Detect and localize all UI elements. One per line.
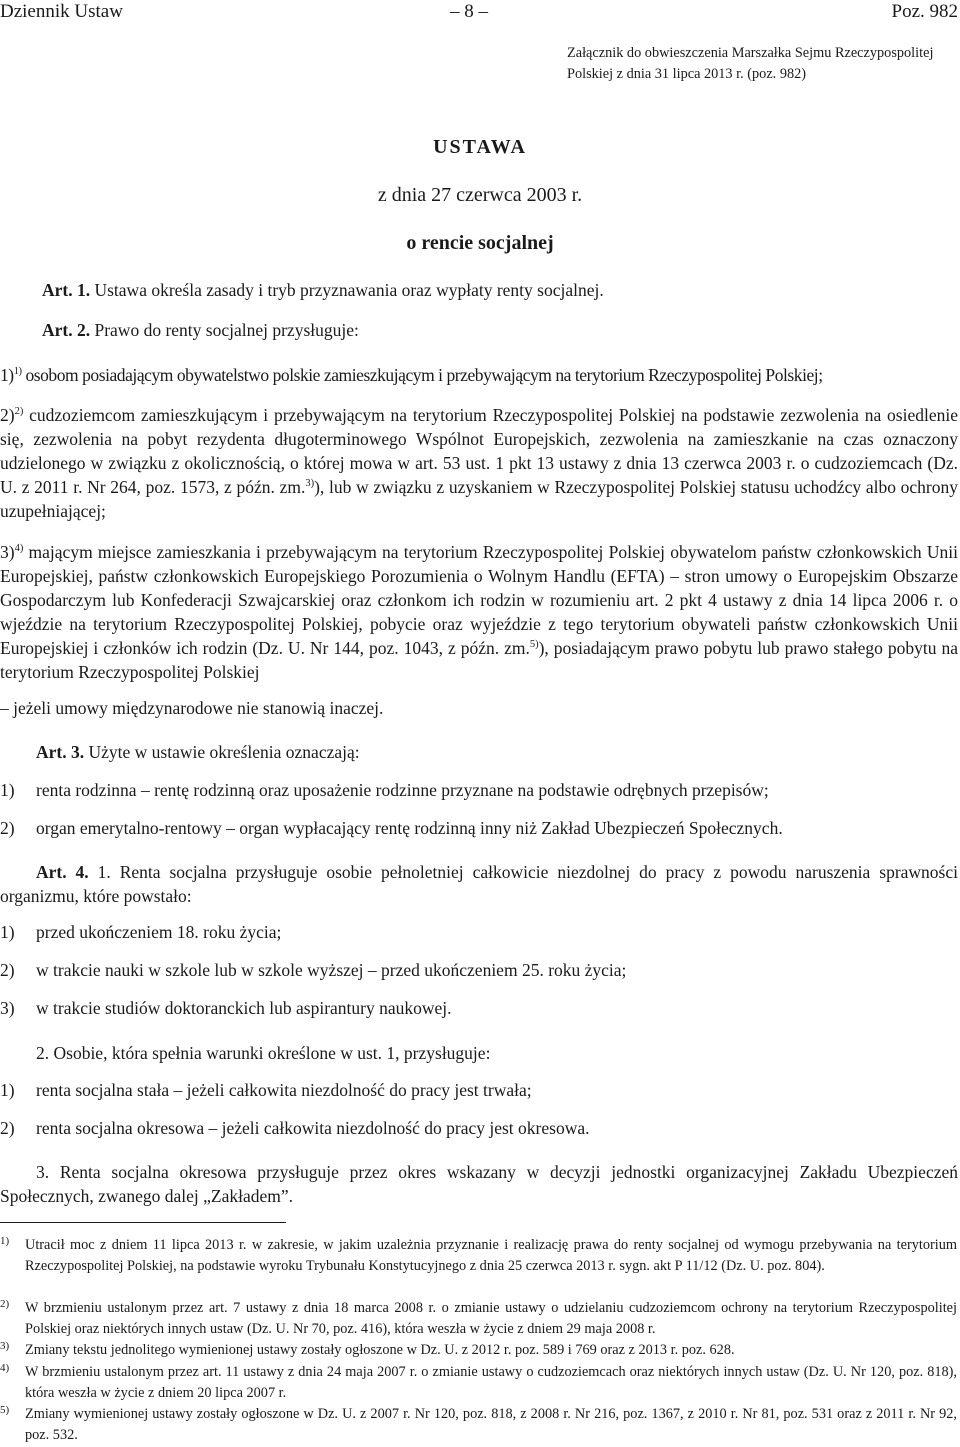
point-number: 2) bbox=[0, 960, 15, 980]
footnote-ref: 5) bbox=[529, 639, 539, 651]
article-2-closing: – jeżeli umowy międzynarodowe nie stanowią inaczej. bbox=[0, 698, 384, 718]
article-2-point-1 bbox=[0, 363, 960, 387]
point-number: 3) bbox=[0, 998, 15, 1018]
article-4-section-3: 3. Renta socjalna okresowa przysługuje przez okres wskazany w decyzji jednostki organizacyjnej Zakładu Ubezpieczeń Społecznych, zwanego dalej „Zakładem”. bbox=[0, 1162, 958, 1206]
article-1-text: Ustawa określa zasady i tryb przyznawania oraz wypłaty renty socjalnej. bbox=[90, 280, 604, 300]
article-4-section-1 bbox=[0, 860, 958, 908]
article-3-intro bbox=[36, 740, 936, 764]
page-header bbox=[0, 1, 960, 27]
point-number: 1) bbox=[0, 1080, 15, 1100]
footnote-3: Zmiany tekstu jednolitego wymienionej ustawy zostały ogłoszone w Dz. U. z 2012 r. poz. 589 i 769 oraz z 2013 r. poz. 628. bbox=[25, 1342, 735, 1358]
article-3-point-1: renta rodzinna – rentę rodzinną oraz uposażenie rodzinne przyznane na podstawie odrębnych przepisów; bbox=[36, 780, 769, 800]
article-4-section-2: 2. Osobie, która spełnia warunki określone w ust. 1, przysługuje: bbox=[36, 1043, 491, 1063]
journal-name: Dziennik Ustaw bbox=[0, 1, 123, 22]
section-text: 1. Renta socjalna przysługuje osobie pełnoletniej całkowicie niezdolnej do pracy z powodu naruszenia sprawności organizmu, które powstało: bbox=[0, 862, 958, 906]
article-2-intro bbox=[42, 318, 942, 342]
page-number: – 8 – bbox=[450, 1, 488, 22]
point-number: 1) bbox=[0, 365, 14, 385]
article-2-intro-text: Prawo do renty socjalnej przysługuje: bbox=[90, 320, 359, 340]
article-4-s2-point-1: renta socjalna stała – jeżeli całkowita niezdolność do pracy jest trwała; bbox=[36, 1080, 532, 1100]
point-number: 2) bbox=[0, 405, 15, 425]
point-text-cont: ), lub w związku z uzyskaniem w Rzeczypospolitej Polskiej statusu uchodźcy albo ochrony uzupełniającej; bbox=[0, 477, 958, 521]
footnote-ref: 1) bbox=[13, 366, 22, 378]
footnote-number: 1) bbox=[0, 1235, 10, 1247]
footnote-number: 2) bbox=[0, 1298, 10, 1310]
footnote-ref: 3) bbox=[305, 478, 315, 490]
point-number: 3) bbox=[0, 542, 15, 562]
footnote-separator bbox=[0, 1222, 286, 1223]
footnote-5: Zmiany wymienionej ustawy zostały ogłoszone w Dz. U. z 2007 r. Nr 120, poz. 818, z 2008 r. Nr 216, poz. 1367, z 2010 r. Nr 81, poz. 531 oraz z 2011 r. Nr 92, poz. 532. bbox=[25, 1406, 957, 1443]
point-number: 1) bbox=[0, 922, 15, 942]
item-number: Poz. 982 bbox=[891, 1, 958, 22]
annex-note: Załącznik do obwieszczenia Marszałka Sejmu Rzeczypospolitej Polskiej z dnia 31 lipca 2013 r. (poz. 982) bbox=[567, 45, 934, 82]
article-1-label: Art. 1. bbox=[42, 280, 91, 300]
footnote-1: Utracił moc z dniem 11 lipca 2013 r. w zakresie, w jakim uzależnia przyznanie i realizację prawa do renty socjalnej od wymogu przebywania na terytorium Rzeczypospolitej Polskiej, na podstawie wyroku Trybunału Konstytucyjnego z dnia 25 czerwca 2013 r. sygn. akt P 11/12 (Dz. U. poz. 804). bbox=[25, 1237, 957, 1274]
footnote-ref: 4) bbox=[14, 543, 24, 555]
footnote-2: W brzmieniu ustalonym przez art. 7 ustawy z dnia 18 marca 2008 r. o zmianie ustawy o udzielaniu cudzoziemcom ochrony na terytorium Rzeczypospolitej Polskiej oraz niektórych innych ustaw (Dz. U. Nr 70, poz. 416), która weszła w życie z dniem 29 maja 2008 r. bbox=[25, 1300, 957, 1337]
article-3-point-2: organ emerytalno-rentowy – organ wypłacający rentę rodzinną inny niż Zakład Ubezpieczeń Społecznych. bbox=[36, 818, 783, 838]
footnote-number: 4) bbox=[0, 1362, 10, 1374]
footnote-number: 3) bbox=[0, 1340, 10, 1352]
point-text: osobom posiadającym obywatelstwo polskie zamieszkującym i przebywającym na terytorium Rzeczypospolitej Polskiej; bbox=[21, 365, 823, 385]
article-4-s1-point-3: w trakcie studiów doktoranckich lub aspirantury naukowej. bbox=[36, 998, 452, 1018]
article-1 bbox=[42, 278, 942, 302]
point-text: mającym miejsce zamieszkania i przebywającym na terytorium Rzeczypospolitej Polskiej obywatelom państw członkowskich Unii Europejskiej, państw członkowskich Europejskiego Porozumienia o Wolnym Handlu (EFTA) – stron umowy o Europejskim Obszarze Gospodarczym lub Konfederacji Szwajcarskiej oraz członkom ich rodzin w rozumieniu art. 2 pkt 4 ustawy z dnia 14 lipca 2006 r. o wjeździe na terytorium Rzeczypospolitej Polskiej, pobycie oraz wyjeździe z tego terytorium obywateli państw członkowskich Unii Europejskiej i członków ich rodzin (Dz. U. Nr 144, poz. 1043, z późn. zm. bbox=[0, 542, 958, 658]
footnote-number: 5) bbox=[0, 1404, 10, 1416]
act-type: USTAWA bbox=[433, 136, 527, 158]
act-subject: o rencie socjalnej bbox=[406, 232, 554, 254]
article-2-point-3 bbox=[0, 540, 958, 684]
point-text: cudzoziemcom zamieszkującym i przebywającym na terytorium Rzeczypospolitej Polskiej na podstawie zezwolenia na osiedlenie się, zezwolenia na pobyt rezydenta długoterminowego Wspólnot Europejskich, zezwolenia na zamieszkanie na czas oznaczony udzielonego w związku z okolicznością, o której mowa w art. 53 ust. 1 pkt 13 ustawy z dnia 13 czerwca 2003 r. o cudzoziemcach (Dz. U. z 2011 r. Nr 264, poz. 1573, z późn. zm. bbox=[0, 405, 958, 497]
point-number: 2) bbox=[0, 1118, 15, 1138]
point-text-cont: ), posiadającym prawo pobytu lub prawo stałego pobytu na terytorium Rzeczypospolitej Polskiej bbox=[0, 638, 959, 682]
article-2-point-2 bbox=[0, 403, 958, 523]
footnote-ref: 2) bbox=[14, 406, 24, 418]
article-3-label: Art. 3. bbox=[36, 742, 85, 762]
act-date: z dnia 27 czerwca 2003 r. bbox=[377, 184, 583, 206]
article-2-label: Art. 2. bbox=[42, 320, 91, 340]
point-number: 1) bbox=[0, 780, 15, 800]
article-4-s1-point-1: przed ukończeniem 18. roku życia; bbox=[36, 922, 282, 942]
footnote-4: W brzmieniu ustalonym przez art. 11 ustawy z dnia 24 maja 2007 r. o zmianie ustawy o cudzoziemcach oraz niektórych innych ustaw (Dz. U. Nr 120, poz. 818), która weszła w życie z dniem 20 lipca 2007 r. bbox=[25, 1364, 957, 1401]
article-3-intro-text: Użyte w ustawie określenia oznaczają: bbox=[84, 742, 360, 762]
article-4-label: Art. 4. bbox=[36, 862, 89, 882]
point-number: 2) bbox=[0, 818, 15, 838]
article-4-s1-point-2: w trakcie nauki w szkole lub w szkole wyższej – przed ukończeniem 25. roku życia; bbox=[36, 960, 627, 980]
article-4-s2-point-2: renta socjalna okresowa – jeżeli całkowita niezdolność do pracy jest okresowa. bbox=[36, 1118, 590, 1138]
